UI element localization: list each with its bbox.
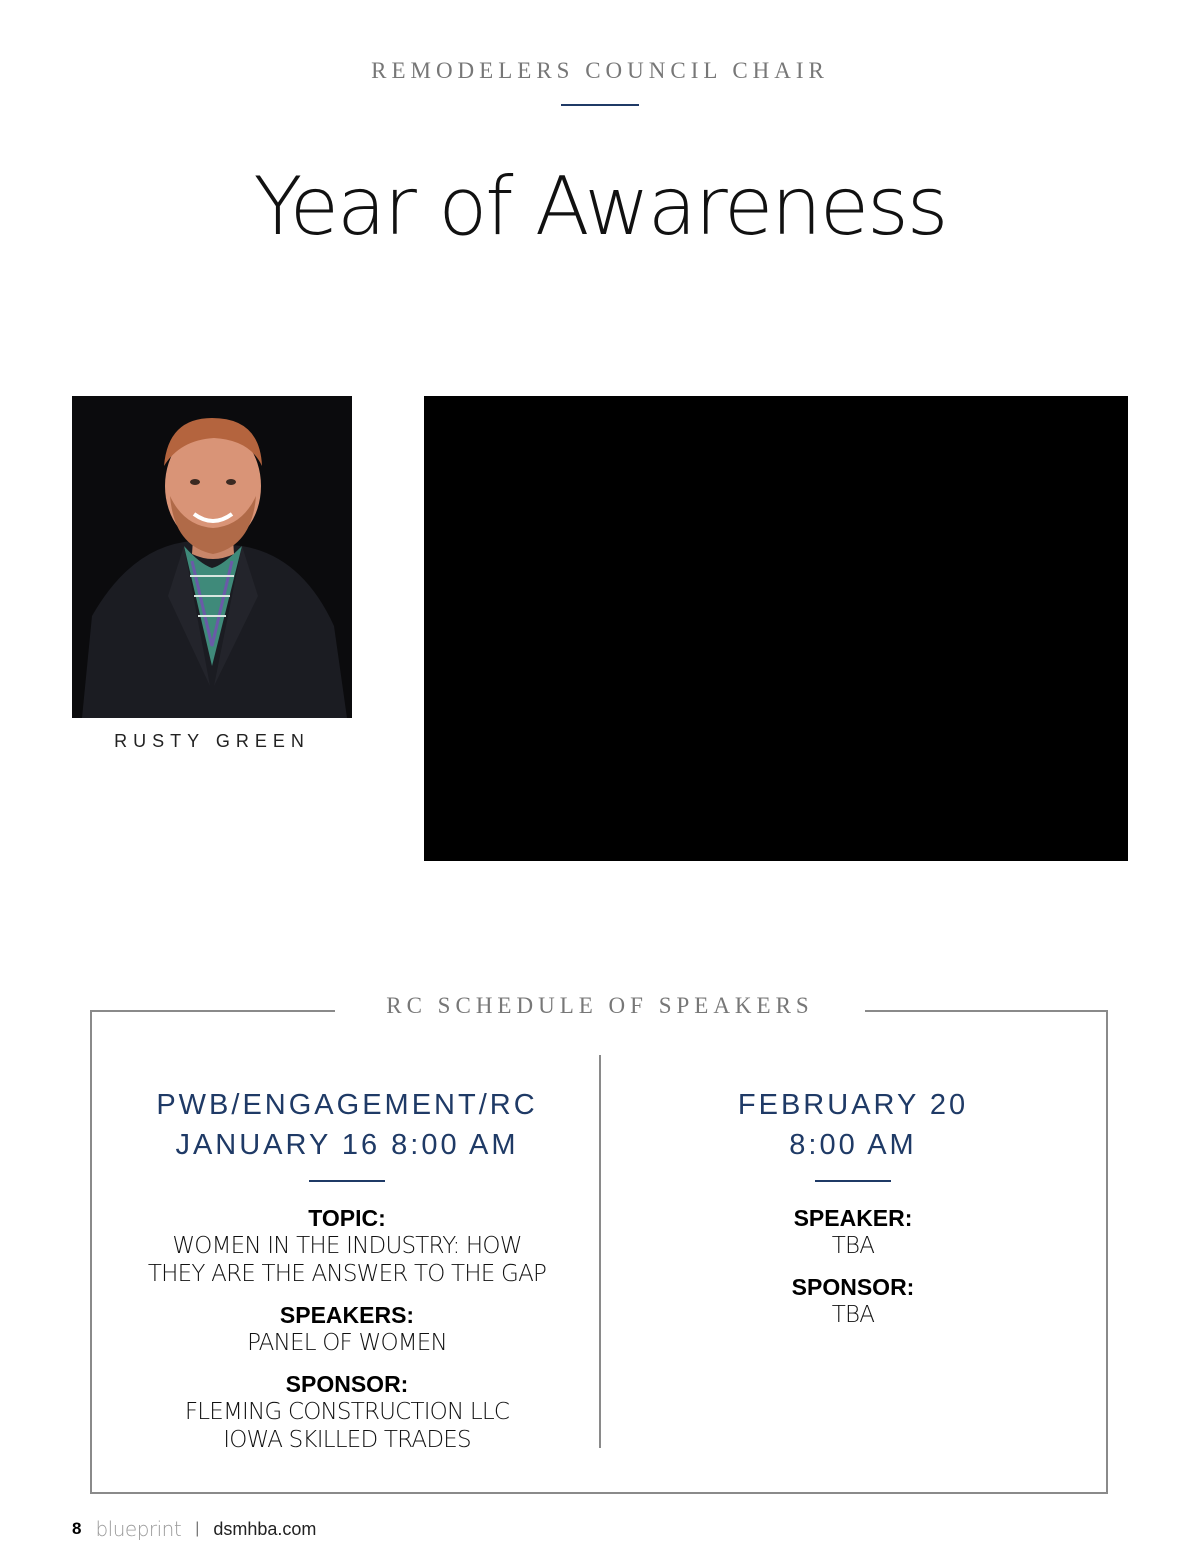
speakers-value (97, 1329, 597, 1357)
speaker-line: TBA (831, 1233, 875, 1259)
topic-value (97, 1232, 597, 1288)
sponsor-label: SPONSOR: (285, 1371, 409, 1397)
speakers-label: SPEAKERS: (279, 1302, 415, 1328)
speaker-value (603, 1232, 1103, 1260)
topic-line: THEY ARE THE ANSWER TO THE GAP (147, 1261, 547, 1287)
event-january (97, 1085, 597, 1467)
speaker-label: SPEAKER: (793, 1205, 913, 1231)
sponsor-label: SPONSOR: (791, 1274, 915, 1300)
redacted-image-block (424, 396, 1128, 861)
footer-separator: | (195, 1520, 200, 1537)
topic-line: WOMEN IN THE INDUSTRY: HOW (172, 1233, 522, 1259)
photo-caption: RUSTY GREEN (114, 731, 310, 751)
speakers-line: PANEL OF WOMEN (247, 1330, 447, 1356)
event-february (603, 1085, 1103, 1342)
page-title: Year of Awareness (253, 160, 947, 253)
brand-wordmark: blueprint (95, 1517, 182, 1541)
topic-label: TOPIC: (308, 1205, 386, 1231)
headshot-photo (72, 396, 352, 718)
sponsor-value (97, 1398, 597, 1454)
sponsor-line: IOWA SKILLED TRADES (223, 1427, 471, 1453)
schedule-heading: RC SCHEDULE OF SPEAKERS (335, 991, 865, 1021)
kicker-underline (561, 104, 639, 106)
sponsor-line: TBA (831, 1302, 875, 1328)
event-date: JANUARY 16 8:00 AM (175, 1129, 519, 1161)
website-link[interactable]: dsmhba.com (213, 1518, 317, 1539)
section-kicker: REMODELERS COUNCIL CHAIR (371, 58, 829, 83)
event-title: PWB/ENGAGEMENT/RC (156, 1089, 538, 1121)
event-underline (309, 1180, 385, 1182)
sponsor-value (603, 1301, 1103, 1329)
page-number: 8 (72, 1519, 82, 1538)
sponsor-line: FLEMING CONSTRUCTION LLC (184, 1399, 510, 1425)
event-date: FEBRUARY 20 (737, 1089, 969, 1121)
event-underline (815, 1180, 891, 1182)
column-divider (599, 1055, 601, 1448)
event-time: 8:00 AM (789, 1129, 917, 1161)
page-footer (72, 1514, 316, 1544)
